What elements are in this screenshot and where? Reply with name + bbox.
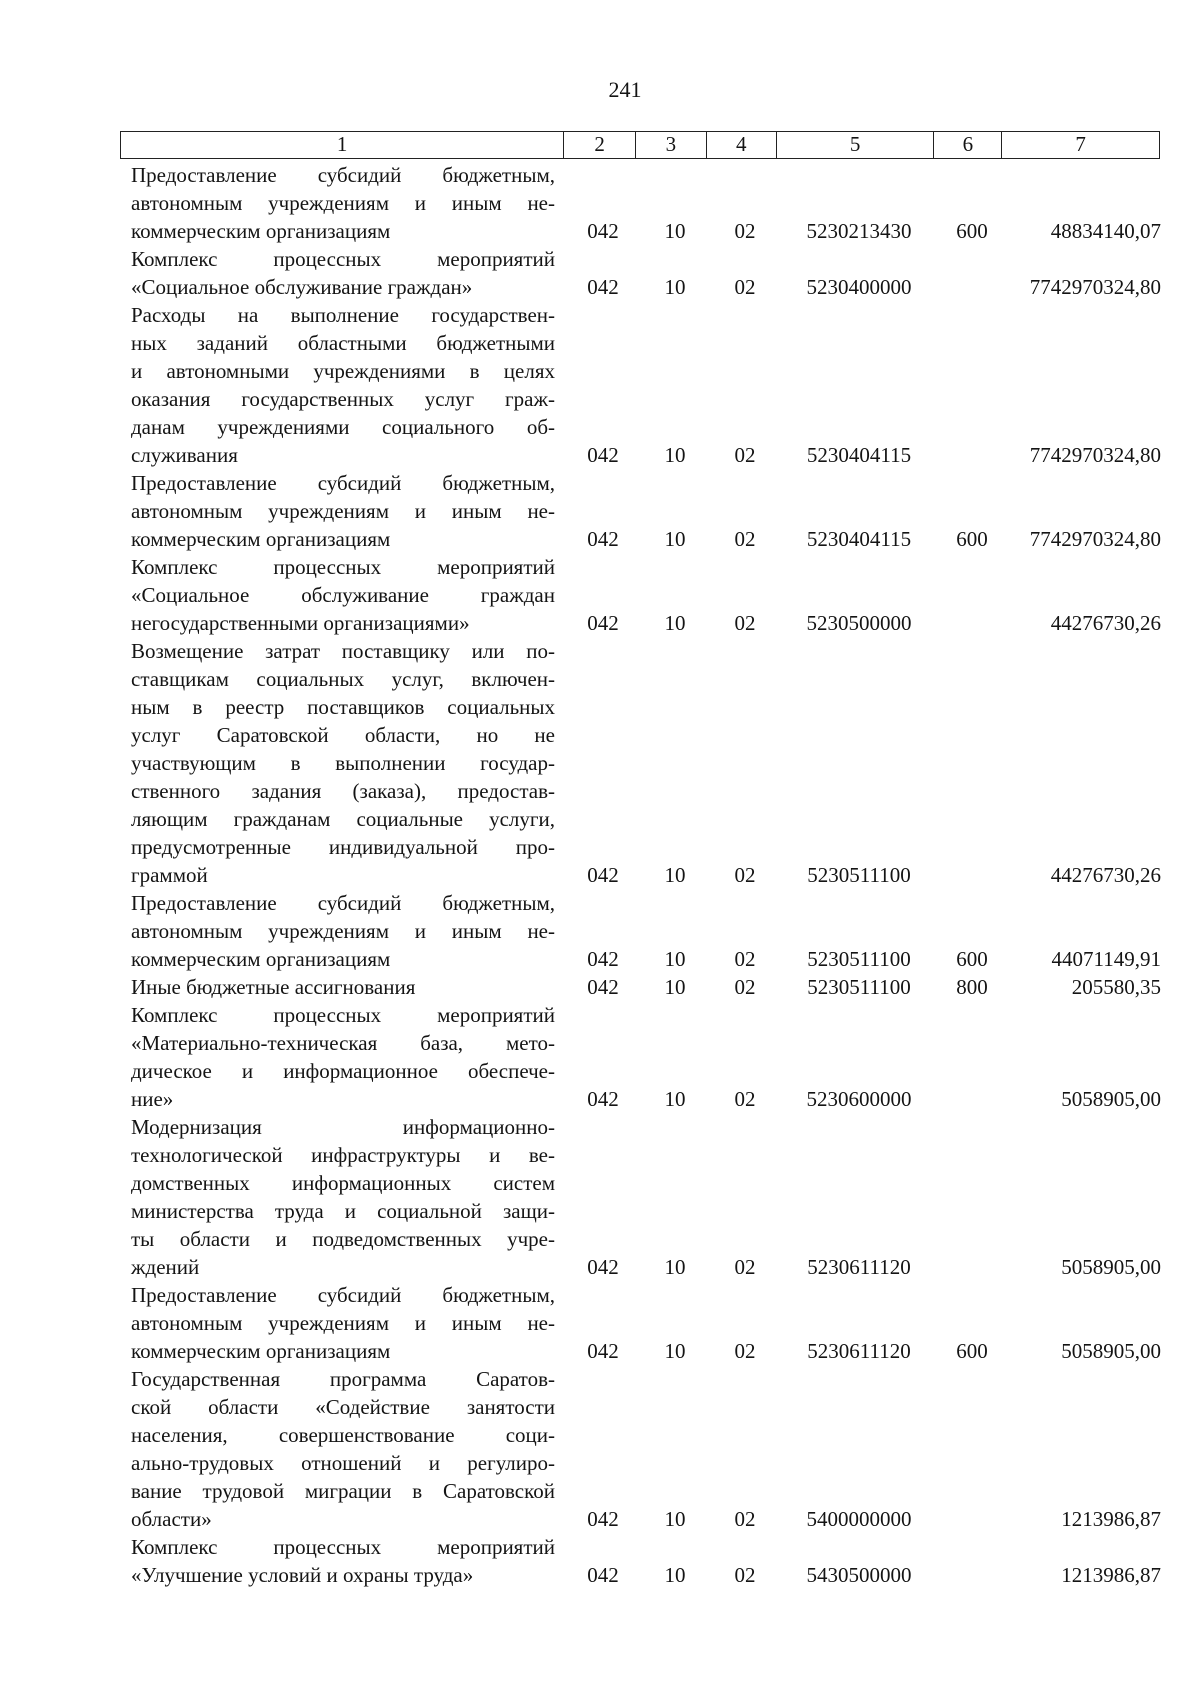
header-col-2: 2 [564,132,636,158]
col-5-target-article: 5230511100 [807,863,911,887]
description-line: ты области и подведомственных учре- [131,1227,555,1251]
col-7-amount: 5058905,00 [1061,1255,1161,1279]
description-line: Расходы на выполнение государствен- [131,303,555,327]
description-line: «Материально-техническая база, мето- [131,1031,555,1055]
col-2-code: 042 [587,1507,619,1531]
row-description [131,1001,555,1113]
col-6-expense-type: 600 [956,527,988,551]
col-6-expense-type: 600 [956,1339,988,1363]
col-3-section: 10 [664,975,686,999]
col-4-subsection: 02 [734,443,756,467]
col-5-target-article: 5430500000 [806,1563,912,1587]
description-line: ственного задания (заказа), предостав- [131,779,555,803]
row-description [131,1113,555,1281]
row-description [131,161,555,245]
col-3-section: 10 [664,1563,686,1587]
row-description [131,973,555,1001]
col-2-code: 042 [587,527,619,551]
col-2-code: 042 [587,1255,619,1279]
col-4-subsection: 02 [734,611,756,635]
col-5-target-article: 5230611120 [807,1255,911,1279]
col-4-subsection: 02 [734,975,756,999]
col-2-code: 042 [587,863,619,887]
description-line: ставщикам социальных услуг, включен- [131,667,555,691]
col-4-subsection: 02 [734,275,756,299]
row-description [131,553,555,637]
col-7-amount: 7742970324,80 [1029,527,1161,551]
col-3-section: 10 [664,219,686,243]
description-line: оказания государственных услуг граж- [131,387,555,411]
header-col-6: 6 [934,132,1002,158]
description-line: услуг Саратовской области, но не [131,723,555,747]
col-4-subsection: 02 [734,1339,756,1363]
col-4-subsection: 02 [734,863,756,887]
col-6-expense-type: 600 [956,947,988,971]
description-line: автономным учреждениям и иным не- [131,919,555,943]
col-4-subsection: 02 [734,947,756,971]
col-3-section: 10 [664,527,686,551]
description-line: автономным учреждениям и иным не- [131,191,555,215]
description-line: вание трудовой миграции в Саратовской [131,1479,555,1503]
table-row [131,469,1161,553]
header-col-5: 5 [777,132,935,158]
col-4-subsection: 02 [734,219,756,243]
col-2-code: 042 [587,947,619,971]
description-line: Комплекс процессных мероприятий [131,555,555,579]
table-row [131,301,1161,469]
col-6-expense-type: 600 [956,219,988,243]
col-5-target-article: 5400000000 [806,1507,912,1531]
table-header [120,131,1160,159]
description-line: автономным учреждениям и иным не- [131,1311,555,1335]
row-description [131,469,555,553]
col-7-amount: 44276730,26 [1050,611,1161,635]
col-3-section: 10 [664,1087,686,1111]
col-7-amount: 7742970324,80 [1029,275,1161,299]
table-row [131,889,1161,973]
col-5-target-article: 5230500000 [806,611,912,635]
col-2-code: 042 [587,443,619,467]
description-line: «Социальное обслуживание граждан [131,583,555,607]
col-5-target-article: 5230404115 [806,443,912,467]
description-line: технологической инфраструктуры и ве- [131,1143,555,1167]
description-line: ляющим гражданам социальные услуги, [131,807,555,831]
description-line: дическое и информационное обеспече- [131,1059,555,1083]
description-line: и автономными учреждениями в целях [131,359,555,383]
col-2-code: 042 [587,611,619,635]
description-line: служивания [131,443,238,467]
header-col-3: 3 [636,132,707,158]
description-line: «Социальное обслуживание граждан» [131,275,473,299]
description-line: автономным учреждениям и иным не- [131,499,555,523]
col-7-amount: 1213986,87 [1061,1563,1161,1587]
col-7-amount: 48834140,07 [1050,219,1161,243]
col-3-section: 10 [664,1339,686,1363]
col-4-subsection: 02 [734,1563,756,1587]
page-number: 241 [608,77,642,102]
table-body [131,161,1161,1589]
col-5-target-article: 5230400000 [806,275,912,299]
row-description [131,1533,555,1589]
col-7-amount: 1213986,87 [1061,1507,1161,1531]
description-line: ской области «Содействие занятости [131,1395,555,1419]
description-line: Предоставление субсидий бюджетным, [131,163,555,187]
description-line: коммерческим организациям [131,527,391,551]
row-description [131,637,555,889]
col-7-amount: 7742970324,80 [1029,443,1161,467]
description-line: участвующим в выполнении государ- [131,751,555,775]
description-line: коммерческим организациям [131,219,391,243]
col-3-section: 10 [664,275,686,299]
description-line: предусмотренные индивидуальной про- [131,835,555,859]
col-2-code: 042 [587,1339,619,1363]
row-description [131,889,555,973]
description-line: населения, совершенствование соци- [131,1423,555,1447]
description-line: Возмещение затрат поставщику или по- [131,639,555,663]
description-line: Государственная программа Саратов- [131,1367,555,1391]
table-row [131,1281,1161,1365]
description-line: Комплекс процессных мероприятий [131,1535,555,1559]
description-line: граммой [131,863,208,887]
col-2-code: 042 [587,1087,619,1111]
description-line: коммерческим организациям [131,947,391,971]
description-line: данам учреждениями социального об- [131,415,555,439]
description-line: коммерческим организациям [131,1339,391,1363]
table-row [131,245,1161,301]
description-line: негосударственными организациями» [131,611,470,635]
description-line: ждений [131,1255,200,1279]
header-col-7: 7 [1075,132,1086,156]
description-line: Комплекс процессных мероприятий [131,247,555,271]
header-col-4: 4 [707,132,777,158]
description-line: Модернизация информационно- [131,1115,555,1139]
col-7-amount: 205580,35 [1071,975,1161,999]
col-5-target-article: 5230511100 [807,947,911,971]
table-row [131,1001,1161,1113]
col-2-code: 042 [587,975,619,999]
row-description [131,1365,555,1533]
col-4-subsection: 02 [734,1255,756,1279]
col-4-subsection: 02 [734,1507,756,1531]
col-7-amount: 5058905,00 [1061,1339,1161,1363]
row-description [131,1281,555,1365]
col-2-code: 042 [587,1563,619,1587]
table-row [131,1533,1161,1589]
col-2-code: 042 [587,275,619,299]
description-line: ально-трудовых отношений и регулиро- [131,1451,555,1475]
description-line: «Улучшение условий и охраны труда» [131,1563,474,1587]
col-3-section: 10 [664,863,686,887]
col-3-section: 10 [664,1255,686,1279]
col-7-amount: 44276730,26 [1050,863,1161,887]
col-6-expense-type: 800 [956,975,988,999]
table-row [131,161,1161,245]
row-description [131,301,555,469]
header-col-1: 1 [121,132,564,158]
description-line: министерства труда и социальной защи- [131,1199,555,1223]
col-3-section: 10 [664,611,686,635]
description-line: Комплекс процессных мероприятий [131,1003,555,1027]
col-4-subsection: 02 [734,527,756,551]
col-3-section: 10 [664,1507,686,1531]
description-line: ных заданий областными бюджетными [131,331,555,355]
col-4-subsection: 02 [734,1087,756,1111]
col-3-section: 10 [664,947,686,971]
description-line: области» [131,1507,212,1531]
col-7-amount: 44071149,91 [1051,947,1161,971]
description-line: Иные бюджетные ассигнования [131,975,416,999]
description-line: ным в реестр поставщиков социальных [131,695,555,719]
row-description [131,245,555,301]
col-5-target-article: 5230511100 [807,975,911,999]
col-3-section: 10 [664,443,686,467]
col-5-target-article: 5230600000 [806,1087,912,1111]
table-row [131,637,1161,889]
description-line: ние» [131,1087,174,1111]
col-7-amount: 5058905,00 [1061,1087,1161,1111]
description-line: Предоставление субсидий бюджетным, [131,891,555,915]
description-line: Предоставление субсидий бюджетным, [131,1283,555,1307]
table-row [131,1113,1161,1281]
table-row [131,553,1161,637]
col-5-target-article: 5230611120 [807,1339,911,1363]
description-line: Предоставление субсидий бюджетным, [131,471,555,495]
col-2-code: 042 [587,219,619,243]
description-line: домственных информационных систем [131,1171,555,1195]
col-5-target-article: 5230213430 [806,219,912,243]
table-row [131,973,1161,1001]
col-5-target-article: 5230404115 [806,527,912,551]
table-row [131,1365,1161,1533]
